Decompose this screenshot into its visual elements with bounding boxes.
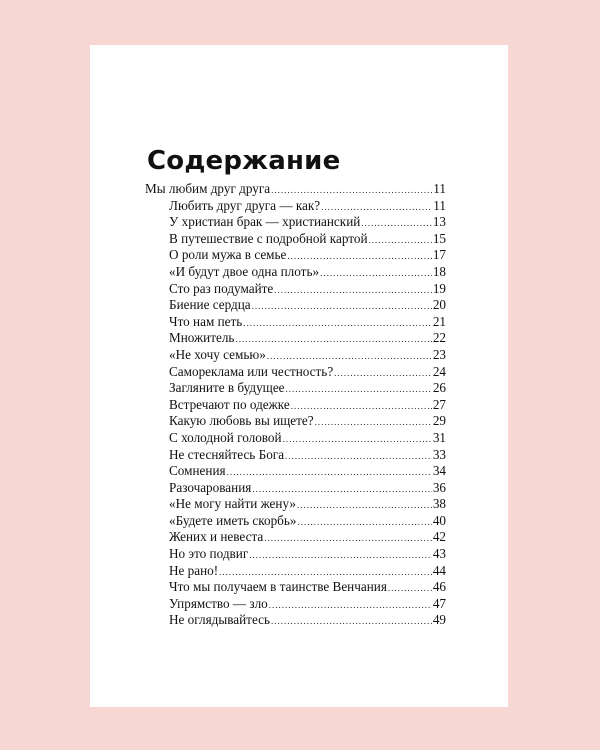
toc-entry-page-number: 19 [432,280,446,296]
toc-entry [145,198,446,215]
toc-entry [145,264,446,281]
toc-entry [145,496,446,513]
toc-entry-title: Разочарования [169,479,252,495]
toc-entry-title: Любить друг друга — как? [169,197,321,213]
toc-entry [145,231,446,248]
toc-entry-title: Множитель [169,330,235,346]
toc-entry-page-number: 13 [432,214,446,230]
toc-entry-page-number: 36 [432,479,446,495]
toc-entry-title: Биение сердца [169,297,251,313]
toc-entry-page-number: 47 [432,595,446,611]
toc-dot-leader [271,613,432,630]
toc-entry-page-number: 11 [433,197,446,213]
toc-dot-leader [321,199,432,216]
toc-entry-title: Сомнения [169,463,226,479]
toc-entry [145,480,446,497]
toc-entry [145,314,446,331]
toc-entry-page-number: 46 [432,579,446,595]
toc-dot-leader [286,381,432,398]
toc-entry-page-number: 40 [432,512,446,528]
toc-entry-title: Сто раз подумайте [169,280,274,296]
toc-dot-leader [298,514,432,531]
toc-dot-leader [227,464,432,481]
toc-entry [145,364,446,381]
table-of-contents [145,181,446,629]
toc-dot-leader [264,530,432,547]
toc-entry [145,563,446,580]
toc-entry-title: Не оглядывайтесь [169,612,270,628]
toc-entry [145,181,446,198]
toc-dot-leader [320,265,432,282]
toc-entry-page-number: 29 [432,413,446,429]
toc-entry-title: Жених и невеста [169,529,264,545]
toc-entry [145,430,446,447]
toc-entry [145,297,446,314]
toc-entry [145,380,446,397]
toc-entry-page-number: 42 [432,529,446,545]
toc-dot-leader [252,481,431,498]
toc-entry-page-number: 23 [432,346,446,362]
toc-entry-title: «И будут двое одна плоть» [169,263,320,279]
toc-entry [145,612,446,629]
toc-entry [145,513,446,530]
toc-entry [145,330,446,347]
toc-entry [145,397,446,414]
toc-entry [145,463,446,480]
toc-entry-page-number: 33 [432,446,446,462]
toc-entry-page-number: 18 [432,263,446,279]
toc-entry-page-number: 11 [433,181,446,196]
toc-entry [145,247,446,264]
toc-entry-title: Не рано! [169,562,219,578]
toc-entry [145,214,446,231]
toc-entry [145,447,446,464]
toc-entry-page-number: 31 [432,429,446,445]
toc-dot-leader [283,431,432,448]
toc-entry-title: У христиан брак — христианский [169,214,361,230]
toc-entry-page-number: 21 [432,313,446,329]
toc-dot-leader [269,597,432,614]
toc-entry-title: «Не могу найти жену» [169,496,296,512]
toc-entry-title: О роли мужа в семье [169,247,287,263]
toc-dot-leader [249,547,432,564]
toc-entry-title: Не стесняйтесь Бога [169,446,285,462]
toc-dot-leader [361,215,432,232]
toc-entry-title: Какую любовь вы ищете? [169,413,314,429]
toc-dot-leader [252,298,432,315]
toc-entry [145,281,446,298]
toc-dot-leader [267,348,432,365]
toc-entry [145,529,446,546]
toc-dot-leader [243,315,432,332]
toc-entry-page-number: 15 [432,230,446,246]
toc-dot-leader [235,331,431,348]
toc-entry-title: Упрямство — зло [169,595,268,611]
toc-entry-page-number: 26 [432,380,446,396]
toc-dot-leader [369,232,432,249]
toc-entry [145,579,446,596]
toc-entry-title: «Будете иметь скорбь» [169,512,297,528]
toc-dot-leader [219,564,432,581]
toc-entry-page-number: 43 [432,546,446,562]
toc-dot-leader [315,414,432,431]
toc-entry-page-number: 24 [432,363,446,379]
toc-entry-page-number: 44 [432,562,446,578]
toc-entry-page-number: 22 [432,330,446,346]
toc-dot-leader [285,448,432,465]
page-title: Содержание [147,146,341,176]
toc-entry-title: В путешествие с подробной картой [169,230,368,246]
toc-entry [145,596,446,613]
toc-entry-title: Мы любим друг друга [145,181,271,196]
toc-entry [145,413,446,430]
toc-dot-leader [291,398,432,415]
toc-entry-title: Что нам петь [169,313,243,329]
toc-dot-leader [271,182,432,199]
toc-dot-leader [297,497,432,514]
toc-entry-page-number: 27 [432,396,446,412]
toc-entry-page-number: 20 [432,297,446,313]
toc-entry-page-number: 49 [432,612,446,628]
toc-entry-title: Но это подвиг [169,546,249,562]
toc-entry-title: Встречают по одежке [169,396,290,412]
toc-entry-page-number: 17 [432,247,446,263]
toc-dot-leader [287,248,431,265]
toc-dot-leader [334,365,432,382]
toc-dot-leader [388,580,432,597]
toc-entry [145,546,446,563]
toc-entry-title: «Не хочу семью» [169,346,266,362]
toc-entry-page-number: 38 [432,496,446,512]
toc-entry-page-number: 34 [432,463,446,479]
toc-entry [145,347,446,364]
toc-entry-title: С холодной головой [169,429,282,445]
toc-entry-title: Что мы получаем в таинстве Венчания [169,579,387,595]
toc-dot-leader [274,282,432,299]
toc-entry-title: Загляните в будущее [169,380,285,396]
toc-entry-title: Самореклама или честность? [169,363,334,379]
